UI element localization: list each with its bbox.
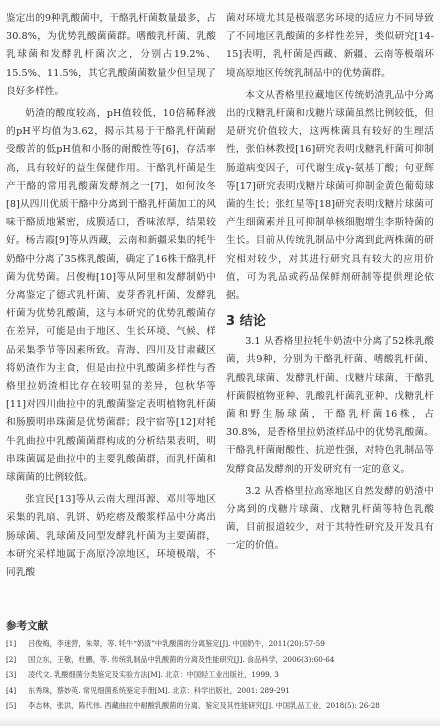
body-paragraph: 本文从香格里拉藏地区传统奶渣乳品中分离出的戊糖乳杆菌和戊糖片球菌虽然比例较低，但是研究价值较大，这两株菌具有较好的生理活性，张伯林教授[16]研究表明戊糖乳杆菌可抑制肠道病变因子，可代谢生成γ-氨基丁酸；句亚辉等[17]研究表明戊糖片球菌可抑制金黄色葡萄球菌的生长；张红星等[18]研究表明戊糖片球菌可产生细菌素并且可抑制单核细胞增生李斯特菌的生长。目前从传统乳制品中分离到此两株菌的研究相对较少，对其进行研究具有较大的应用价值，可为乳品或药品保鲜剂研制等提供理论依据。 bbox=[226, 89, 434, 302]
reference-number: [4] bbox=[6, 685, 17, 695]
right-text-column bbox=[226, 10, 434, 556]
page-bottom-edge bbox=[0, 716, 440, 726]
left-text-column bbox=[6, 10, 216, 582]
reference-text: 东秀珠，蔡妙英. 常见细菌系统鉴定手册[M]. 北京：科学出版社，2001: 289-291 bbox=[28, 685, 290, 695]
body-paragraph: 菌对环境尤其是极端恶劣环境的适应力不同导致了不同地区乳酸菌的多样性差异，类似研究[14-15]表明，乳杆菌是西藏、新疆、云南等极端环境高原地区传统乳制品中的优势菌群。 bbox=[226, 13, 434, 79]
reference-text: 吕俊梅，李迷营，朱翠，等. 牦牛“奶渣”中乳酸菌的分离鉴定[J]. 中国奶牛，2011(20):57-59 bbox=[28, 639, 325, 648]
references-list bbox=[6, 636, 434, 714]
reference-number: [3] bbox=[6, 670, 17, 679]
reference-text: 凌代文. 乳酸细菌分类鉴定及实验方法[M]. 北京：中国轻工业出版社，1999, 3 bbox=[28, 670, 279, 679]
reference-text: 国立东，王敬，杜鹏，等. 传统乳制品中乳酸菌的分离及性能研究[J]. 食品科学，2006(3):60-64 bbox=[28, 654, 335, 664]
body-paragraph: 鉴定出的9种乳酸菌中，干酪乳杆菌数量最多，占30.8%，为优势乳酸菌菌群。嗜酸乳杆菌、乳酸乳球菌和发酵乳杆菌次之，分别占19.2%、15.5%、11.5%，其它乳酸菌菌数量少但呈现了良好多样性。 bbox=[6, 13, 216, 97]
reference-text: 李志林，张洪，陈代伟. 西藏曲拉中耐酸乳酸菌的分离、鉴定及其性能研究[J]. 中国乳品工业，2018(5): 26-28 bbox=[28, 701, 380, 710]
reference-item bbox=[6, 667, 434, 683]
body-paragraph: 奶渣的酸度较高，pH值较低，10倍稀释液的pH平均值为3.62，揭示其易于干酪乳杆菌耐受酸苦的低pH值和小肠的耐酸性等[6]，存活率高，具有较好的益生保健作用。干酪乳杆菌是生产干酪的常用乳酸菌发酵剂之一[7]，如何汝冬[8]从四川优质干酪中分离到干酪乳杆菌加工的风味干酪质地紧密，成膜适口，香味浓厚，结果较好。杨吉霞[9]等从西藏，云南和新疆采集的牦牛奶酪中分离了35株乳酸菌，确定了16株干酪乳杆菌为优势菌。吕俊梅[10]等从阿里和发酵制奶中分离鉴定了德式乳杆菌、麦芽香乳杆菌、发酵乳杆菌为优势乳酸菌，这与本研究的优势乳酸菌存在差异，可能是由于地区、生长环境、气候、样品采集季节等因素所致。青海、四川及甘肃藏区将奶渣作为主食，但是由拉中乳酸菌多样性与香格里拉奶渣相比存在较明显的差异，包秋华等[11]对四川曲拉中的乳酸菌鉴定表明植物乳杆菌和肠膜明串珠菌是优势菌群；段宇宿等[12]对牦牛乳曲拉中乳酸菌菌群构成的分析结果表明，明串珠菌属是曲拉中的主要乳酸菌群，而乳杆菌和球菌菌的比例较低。 bbox=[6, 108, 216, 484]
references-section bbox=[6, 618, 434, 714]
reference-item bbox=[6, 636, 434, 652]
reference-number: [1] bbox=[6, 639, 17, 648]
conclusion-item: 3.2 从香格里拉高寒地区自然发酵的奶渣中分离到的戊糖片球菌、戊糖乳杆菌等特色乳酸菌，目前报道较少，对于其特性研究及开发具有一定的价值。 bbox=[226, 485, 434, 552]
reference-item bbox=[6, 652, 434, 668]
reference-item bbox=[6, 683, 434, 699]
references-title: 参考文献 bbox=[6, 620, 48, 632]
conclusion-item: 3.1 从香格里拉牦牛奶渣中分离了52株乳酸菌，共9种，分别为干酪乳杆菌、嗜酸乳杆菌、乳酸乳球菌、发酵乳杆菌、戊糖片球菌、干酪乳杆菌假植物亚种、乳酸乳杆菌乳亚种、戊糖乳杆菌和野生肠球菌，干酪乳杆菌16株，占30.8%，是香格里拉奶渣样品中的优势乳酸菌。干酪乳杆菌耐酸性、抗逆性强，对特色乳制品等发酵食品发酵剂的开发研究有一定的意义。 bbox=[226, 336, 434, 475]
reference-number: [2] bbox=[6, 654, 17, 664]
body-paragraph: 张宜民[13]等从云南大理洱源、邓川等地区采集的乳扇、乳饼、奶疙瘩及酸浆样品中分离出肠球菌、乳球菌及同型发酵乳杆菌为主要菌群，本研究采样地属于高原冷凉地区，环境极端，不同乳酸 bbox=[6, 494, 216, 579]
reference-item bbox=[6, 698, 434, 714]
reference-number: [5] bbox=[6, 701, 17, 710]
section-heading-conclusion: 3 结论 bbox=[226, 314, 266, 330]
